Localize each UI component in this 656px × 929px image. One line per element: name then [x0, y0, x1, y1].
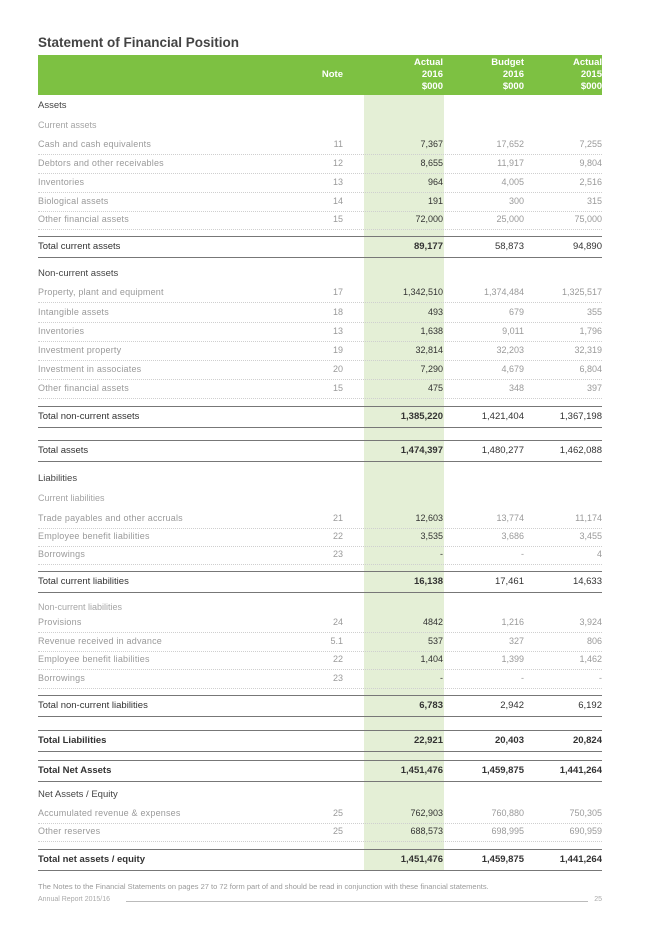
table-row: Borrowings 23 - - 4	[38, 546, 602, 565]
table-row: Trade payables and other accruals 21 12,603 13,774 11,174	[38, 510, 602, 529]
table-row: Borrowings 23 - - -	[38, 670, 602, 689]
total-noncurrent-liabilities-row: Total non-current liabilities 6,783 2,942 6,192	[38, 695, 602, 717]
total-net-assets-row: Total Net Assets 1,451,476 1,459,875 1,441,264	[38, 760, 602, 782]
subsection-current-assets: Current assets	[38, 120, 97, 130]
total-current-assets-row: Total current assets 89,177 58,873 94,890	[38, 236, 602, 258]
page-title: Statement of Financial Position	[38, 35, 240, 50]
section-equity: Net Assets / Equity	[38, 789, 118, 800]
total-noncurrent-assets-row: Total non-current assets 1,385,220 1,421,404 1,367,198	[38, 406, 602, 428]
section-assets: Assets	[38, 100, 67, 111]
table-header	[38, 55, 602, 95]
total-net-assets-equity-row: Total net assets / equity 1,451,476 1,459,875 1,441,264	[38, 849, 602, 871]
total-assets-row: Total assets 1,474,397 1,480,277 1,462,088	[38, 440, 602, 462]
report-name: Annual Report 2015/16	[38, 896, 110, 903]
table-row: Other financial assets 15 475 348 397	[38, 380, 602, 399]
total-current-liabilities-row: Total current liabilities 16,138 17,461 14,633	[38, 571, 602, 593]
table-row: Investment property 19 32,814 32,203 32,319	[38, 342, 602, 361]
table-row: Inventories 13 964 4,005 2,516	[38, 174, 602, 193]
table-row: Property, plant and equipment 17 1,342,510 1,374,484 1,325,517	[38, 284, 602, 303]
table-row: Employee benefit liabilities 22 3,535 3,686 3,455	[38, 528, 602, 547]
table-row: Biological assets 14 191 300 315	[38, 193, 602, 212]
subsection-noncurrent-liabilities: Non-current liabilities	[38, 602, 123, 612]
header-budget-2016: Budget 2016 $000	[491, 57, 524, 92]
table-row: Accumulated revenue & expenses 25 762,903 760,880 750,305	[38, 805, 602, 824]
subsection-noncurrent-assets: Non-current assets	[38, 268, 119, 279]
table-row: Inventories 13 1,638 9,011 1,796	[38, 323, 602, 342]
table-row: Other reserves 25 688,573 698,995 690,959	[38, 823, 602, 842]
header-note: Note	[321, 69, 343, 80]
footnote: The Notes to the Financial Statements on pages 27 to 72 form part of and should be read in conjunction with these financial statements.	[38, 882, 489, 891]
total-liabilities-row: Total Liabilities 22,921 20,403 20,824	[38, 730, 602, 752]
header-actual-2016: Actual 2016 $000	[413, 57, 443, 92]
footer-rule	[126, 901, 588, 902]
section-liabilities: Liabilities	[38, 473, 78, 484]
table-row: Intangible assets 18 493 679 355	[38, 304, 602, 323]
table-row: Revenue received in advance 5.1 537 327 806	[38, 633, 602, 652]
table-row: Provisions 24 4842 1,216 3,924	[38, 614, 602, 633]
subsection-current-liabilities: Current liabilities	[38, 493, 105, 503]
table-row: Employee benefit liabilities 22 1,404 1,399 1,462	[38, 651, 602, 670]
table-row: Debtors and other receivables 12 8,655 11,917 9,804	[38, 155, 602, 174]
table-row: Other financial assets 15 72,000 25,000 75,000	[38, 211, 602, 230]
page-footer	[38, 896, 602, 906]
header-actual-2015: Actual 2015 $000	[572, 57, 602, 92]
table-row: Investment in associates 20 7,290 4,679 6,804	[38, 361, 602, 380]
page-number: 25	[594, 896, 602, 903]
table-row: Cash and cash equivalents 11 7,367 17,652 7,255	[38, 136, 602, 155]
